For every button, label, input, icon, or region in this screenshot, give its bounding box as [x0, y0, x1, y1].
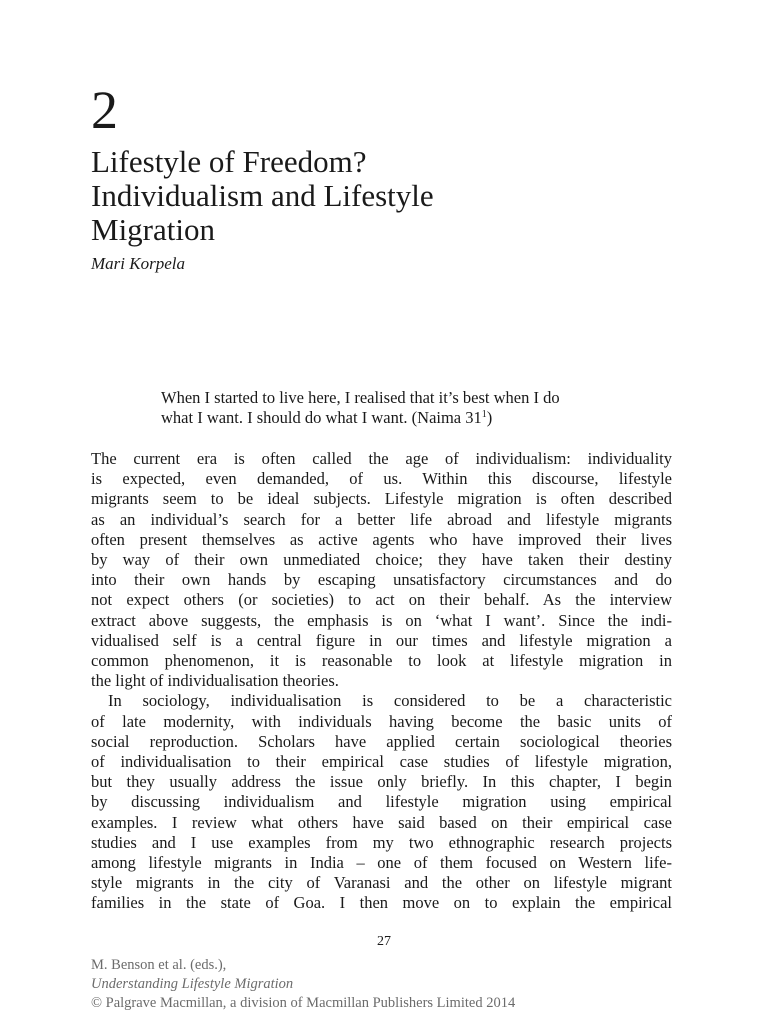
- body-line: into their own hands by escaping unsatisfactory circumstances and do: [91, 570, 672, 590]
- body-line: families in the state of Goa. I then move on to explain the empirical: [91, 893, 672, 913]
- author-name: Mari Korpela: [91, 254, 185, 273]
- body-line: examples. I review what others have said based on their empirical case: [91, 812, 672, 832]
- body-line: vidualised self is a central figure in our times and lifestyle migration a: [91, 630, 672, 650]
- chapter-number: 2: [91, 80, 118, 140]
- body-line: but they usually address the issue only briefly. In this chapter, I begin: [91, 772, 672, 792]
- body-line: is expected, even demanded, of us. Within this discourse, lifestyle: [91, 469, 672, 489]
- body-text: [91, 449, 672, 914]
- body-line: not expect others (or societies) to act on their behalf. As the interview: [91, 590, 672, 610]
- page-footer: [91, 956, 691, 1013]
- citation-line: [91, 956, 691, 994]
- page-number: 27: [377, 934, 391, 949]
- body-line: migrants seem to be ideal subjects. Lifestyle migration is often described: [91, 489, 672, 509]
- chapter-title-line: Migration: [91, 212, 215, 247]
- chapter-title: [91, 145, 651, 247]
- epigraph-quote: [161, 388, 681, 428]
- body-line: common phenomenon, it is reasonable to look at lifestyle migration in: [91, 651, 672, 671]
- chapter-title-line: Individualism and Lifestyle: [91, 178, 434, 213]
- book-title: Understanding Lifestyle Migration: [91, 976, 294, 992]
- body-line: style migrants in the city of Varanasi and the other on lifestyle migrant: [91, 873, 672, 893]
- body-line: by way of their own unmediated choice; they have taken their destiny: [91, 550, 672, 570]
- citation-editors: M. Benson et al. (eds.),: [91, 957, 227, 973]
- body-line: social reproduction. Scholars have applied certain sociological theories: [91, 731, 672, 751]
- body-line: by discussing individualism and lifestyle migration using empirical: [91, 792, 672, 812]
- body-line: studies and I use examples from my two ethnographic research projects: [91, 832, 672, 852]
- body-line: among lifestyle migrants in India – one of them focused on Western life-: [91, 853, 672, 873]
- body-line: of individualisation to their empirical case studies of lifestyle migration,: [91, 752, 672, 772]
- body-line: The current era is often called the age of individualism: individuality: [91, 449, 672, 468]
- epigraph-line-end: ): [486, 408, 493, 427]
- epigraph-line: [161, 408, 681, 428]
- body-line: as an individual’s search for a better life abroad and lifestyle migrants: [91, 509, 672, 529]
- copyright-line: © Palgrave Macmillan, a division of Macmillan Publishers Limited 2014: [91, 995, 516, 1011]
- epigraph-line-text: what I want. I should do what I want. (Naima 31: [161, 408, 482, 427]
- epigraph-line: When I started to live here, I realised that it’s best when I do: [161, 388, 560, 407]
- chapter-title-line: Lifestyle of Freedom?: [91, 144, 367, 179]
- body-line: often present themselves as active agents who have improved their lives: [91, 529, 672, 549]
- body-line: In sociology, individualisation is considered to be a characteristic: [108, 691, 672, 711]
- footnote-marker[interactable]: 1: [481, 409, 487, 420]
- body-line: the light of individualisation theories.: [91, 671, 339, 691]
- body-line: of late modernity, with individuals having become the basic units of: [91, 711, 672, 731]
- body-line: extract above suggests, the emphasis is on ‘what I want’. Since the indi-: [91, 610, 672, 630]
